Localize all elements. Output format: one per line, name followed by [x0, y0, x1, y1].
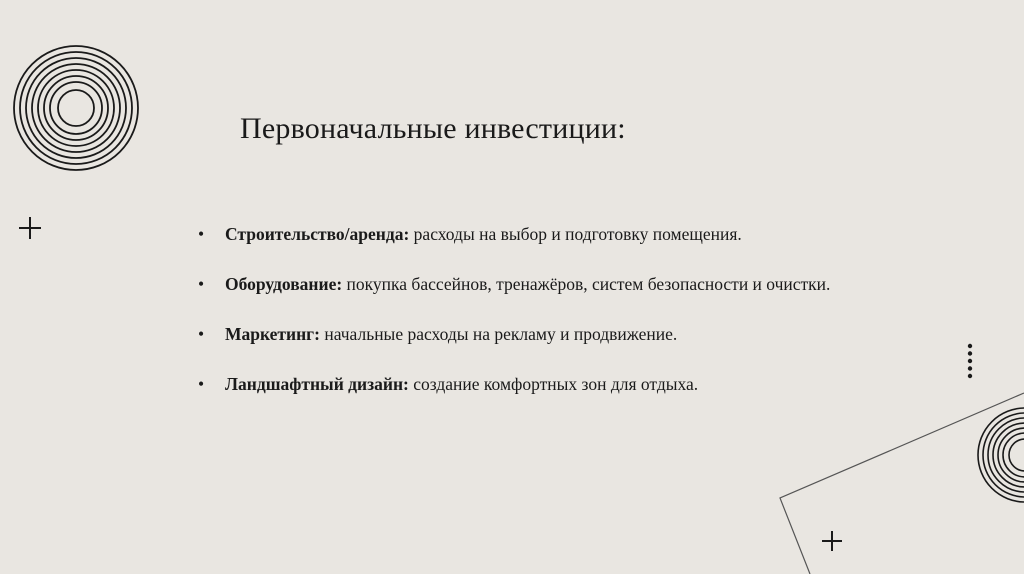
bullet-text: начальные расходы на рекламу и продвижение.: [319, 324, 678, 344]
list-item: [198, 374, 838, 394]
slide-title: Первоначальные инвестиции:: [240, 112, 626, 145]
vertical-dots-icon: [965, 343, 975, 379]
bullet-dot: •: [198, 374, 205, 394]
plus-icon: [821, 530, 843, 552]
bullet-list: [198, 224, 838, 424]
bullet-text: создание комфортных зон для отдыха.: [408, 374, 699, 394]
concentric-circles-icon: [10, 42, 142, 174]
bullet-term: Строительство/аренда:: [225, 224, 410, 244]
bullet-text: покупка бассейнов, тренажёров, систем безопасности и очистки.: [342, 274, 831, 294]
bullet-dot: •: [198, 274, 205, 294]
concentric-circles-icon: [975, 405, 1024, 505]
bullet-term: Оборудование:: [225, 274, 343, 294]
list-item: [198, 324, 838, 344]
bullet-text: расходы на выбор и подготовку помещения.: [409, 224, 742, 244]
bullet-dot: •: [198, 324, 205, 344]
list-item: [198, 274, 838, 294]
bullet-term: Маркетинг:: [225, 324, 320, 344]
list-item: [198, 224, 838, 244]
plus-icon: [18, 216, 42, 240]
bullet-term: Ландшафтный дизайн:: [225, 374, 409, 394]
bullet-dot: •: [198, 224, 205, 244]
